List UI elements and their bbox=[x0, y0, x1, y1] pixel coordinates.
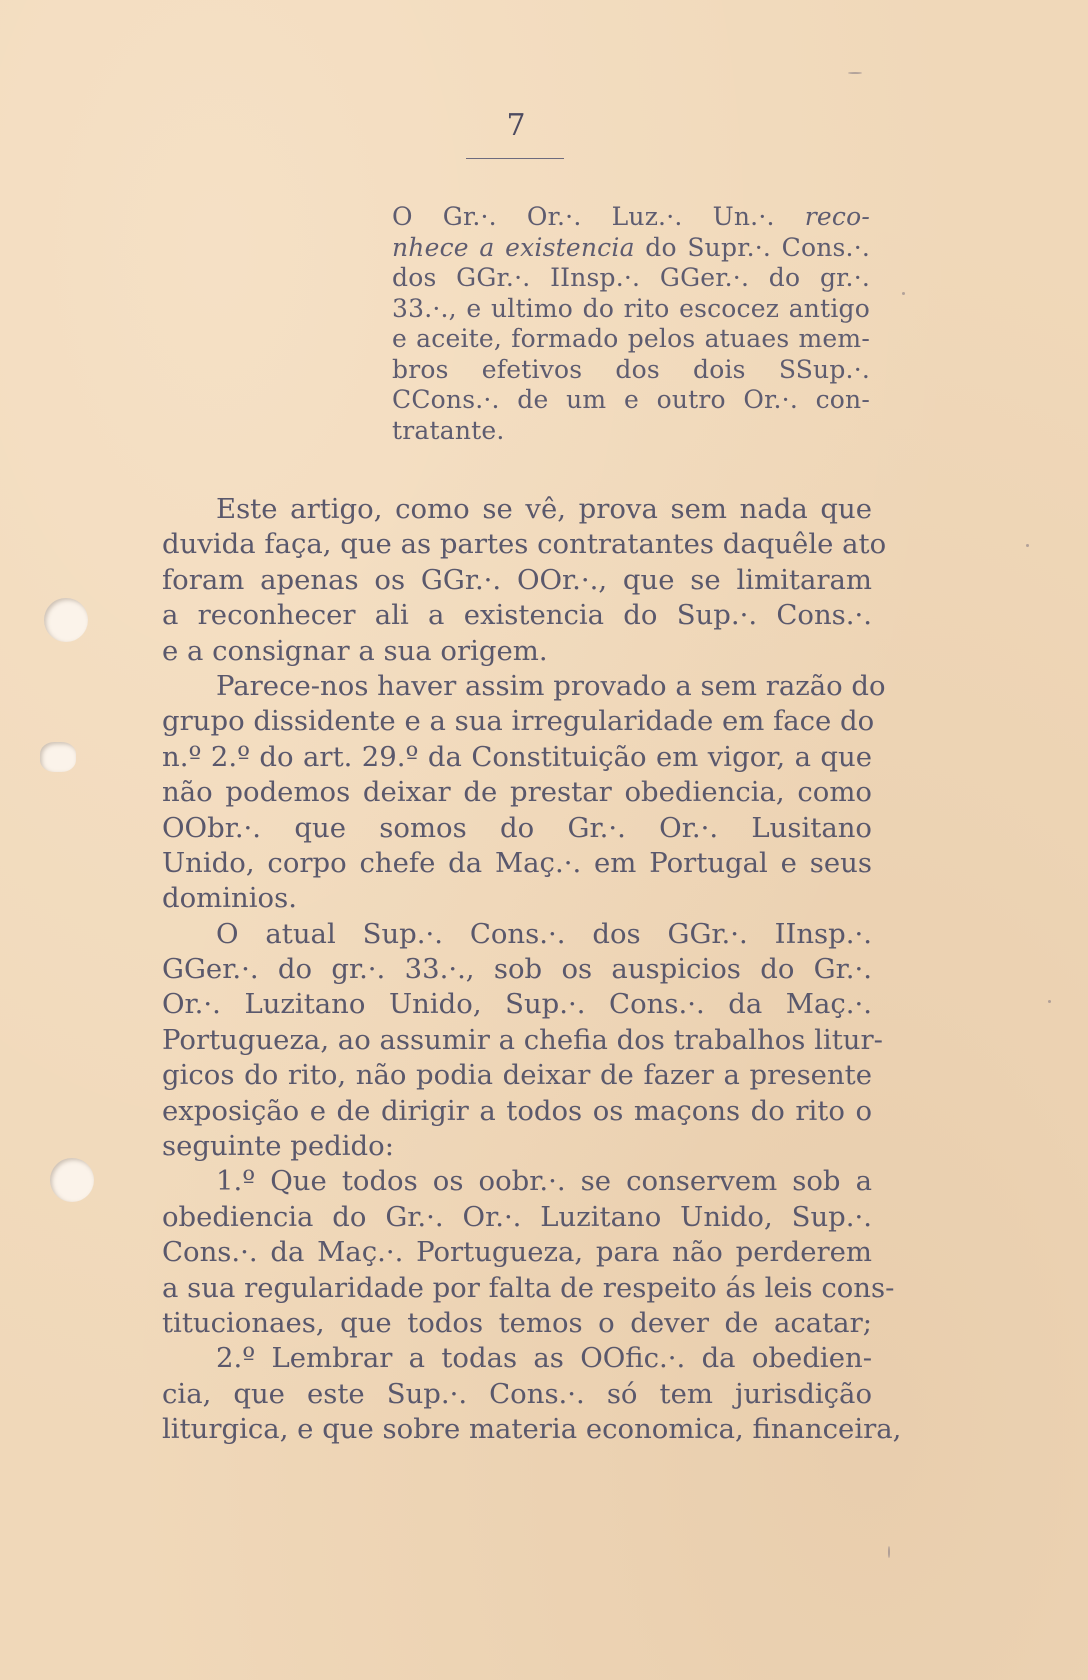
body-line: a sua regularidade por falta de respeito ás leis cons- bbox=[162, 1271, 895, 1304]
body-line: 2.º Lembrar a todas as OOfic.·. da obedien- bbox=[216, 1342, 872, 1375]
page-number: 7 bbox=[506, 108, 526, 143]
paper-speck bbox=[1048, 1000, 1051, 1003]
body-line: titucionaes, que todos temos o dever de acatar; bbox=[162, 1306, 872, 1339]
punch-hole-top bbox=[44, 598, 88, 642]
quote-line: e aceite, formado pelos atuaes mem- bbox=[392, 324, 870, 353]
body-line: duvida faça, que as partes contratantes daquêle ato bbox=[162, 528, 887, 561]
body-line: foram apenas os GGr.·. OOr.·., que se limitaram bbox=[162, 563, 872, 596]
body-line: Cons.·. da Maç.·. Portugueza, para não perderem bbox=[162, 1236, 872, 1269]
body-line: seguinte pedido: bbox=[162, 1130, 394, 1163]
quote-line: O Gr.·. Or.·. Luz.·. Un.·. reco- bbox=[392, 202, 870, 231]
body-line: grupo dissidente e a sua irregularidade em face do bbox=[162, 705, 875, 738]
body-line: OObr.·. que somos do Gr.·. Or.·. Lusitano bbox=[162, 811, 872, 844]
body-line: Este artigo, como se vê, prova sem nada que bbox=[216, 493, 872, 525]
body-line: GGer.·. do gr.·. 33.·., sob os auspicios do Gr.·. bbox=[162, 953, 872, 986]
punch-hole-middle bbox=[40, 742, 76, 772]
body-line: liturgica, e que sobre materia economica, financeira, bbox=[162, 1413, 902, 1446]
body-line: exposição e de dirigir a todos os maçons do rito o bbox=[162, 1094, 872, 1127]
quote-line: nhece a existencia do Supr.·. Cons.·. bbox=[392, 232, 870, 262]
body-line: dominios. bbox=[162, 882, 297, 915]
page-number-rule bbox=[466, 158, 564, 159]
body-text bbox=[162, 492, 902, 1448]
quote-line: tratante. bbox=[392, 415, 505, 445]
body-line: a reconhecer ali a existencia do Sup.·. Cons.·. bbox=[162, 599, 872, 632]
paper-speck bbox=[1026, 544, 1029, 547]
quoted-article bbox=[392, 202, 870, 446]
body-line: cia, que este Sup.·. Cons.·. só tem jurisdição bbox=[162, 1377, 872, 1410]
body-line: Or.·. Luzitano Unido, Sup.·. Cons.·. da Maç.·. bbox=[162, 988, 872, 1021]
body-line: 1.º Que todos os oobr.·. se conservem sob a bbox=[216, 1165, 872, 1198]
paper-speck bbox=[888, 1546, 890, 1558]
quote-line: bros efetivos dos dois SSup.·. bbox=[392, 354, 870, 384]
punch-hole-bottom bbox=[50, 1158, 94, 1202]
body-line: n.º 2.º do art. 29.º da Constituição em vigor, a que bbox=[162, 740, 872, 773]
paper-speck bbox=[848, 72, 862, 74]
body-line: O atual Sup.·. Cons.·. dos GGr.·. IInsp.·. bbox=[216, 917, 872, 950]
body-line: Parece-nos haver assim provado a sem razão do bbox=[216, 669, 886, 702]
body-line: não podemos deixar de prestar obediencia, como bbox=[162, 776, 872, 809]
quote-line: dos GGr.·. IInsp.·. GGer.·. do gr.·. bbox=[392, 263, 870, 292]
quote-line: 33.·., e ultimo do rito escocez antigo bbox=[392, 293, 870, 323]
body-line: gicos do rito, não podia deixar de fazer a presente bbox=[162, 1059, 872, 1092]
paper-speck bbox=[902, 292, 905, 295]
quote-line: CCons.·. de um e outro Or.·. con- bbox=[392, 385, 870, 414]
body-line: Unido, corpo chefe da Maç.·. em Portugal e seus bbox=[162, 846, 872, 879]
body-line: obediencia do Gr.·. Or.·. Luzitano Unido, Sup.·. bbox=[162, 1200, 872, 1233]
body-line: e a consignar a sua origem. bbox=[162, 634, 548, 667]
body-line: Portugueza, ao assumir a chefia dos trabalhos litur- bbox=[162, 1023, 883, 1056]
